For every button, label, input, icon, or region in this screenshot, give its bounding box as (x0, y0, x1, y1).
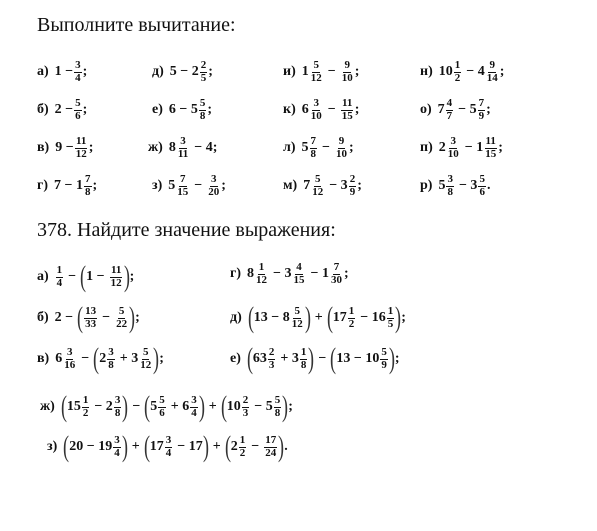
expr-d: д) 5 − 2 2 5 ; (152, 59, 213, 84)
expr2-a: а) 1 4 − ( 1 − 11 12 ) ; (37, 260, 135, 293)
expr2-e: е) ( 63 2 3 + 3 1 8 ) − ( 13 − 10 5 9 ) ; (230, 342, 400, 375)
expr2-g: г) 8 1 12 − 3 4 15 − 1 7 30 ; (230, 261, 349, 286)
expr-l: л) 5 7 8 − 9 10 ; (283, 135, 354, 160)
expr-a: а) 1 − $\frac{3}{4}$ ; (37, 59, 88, 84)
expr-v: в) 9 − $\frac{11}{12}$ ; (37, 135, 94, 160)
expr-g: г) 7 − 1 7 8 ; (37, 173, 98, 198)
expr2-b: б) 2 − ( 13 33 − 5 22 ) ; (37, 301, 140, 334)
expr-zh: ж) 8 3 11 − 4; (148, 135, 218, 160)
exercise-378-heading: 378. Найдите значение выражения: (37, 219, 336, 241)
expr-r: р) 5 3 8 − 3 5 6 . (420, 173, 491, 198)
expr-z: з) 5 7 15 − 3 20 ; (152, 173, 226, 198)
expr2-zh: ж) ( 15 1 2 − 2 3 8 ) − ( 5 5 6 + 6 3 4 ) + ( 10 2 3 − 5 5 8 ) ; (40, 390, 293, 423)
expr2-d: д) ( 13 − 8 5 12 ) + ( 17 1 2 − 16 1 5 ) ; (230, 301, 406, 334)
expr-p: п) 2 3 10 − 1 11 15 ; (420, 135, 503, 160)
expr-e: е) 6 − 5 5 8 ; (152, 97, 213, 122)
expr-m: м) 7 5 12 − 3 2 9 ; (283, 173, 362, 198)
expr-k: к) 6 3 10 − 11 15 ; (283, 97, 360, 122)
expr2-v: в) 6 3 16 − ( 2 3 8 + 3 5 12 ) ; (37, 342, 164, 375)
expr-o: о) 7 4 7 − 5 7 9 ; (420, 97, 491, 122)
expr-n: н) 10 1 2 − 4 9 14 ; (420, 59, 505, 84)
expr-b: б) 2 − $\frac{5}{6}$ ; (37, 97, 88, 122)
expr2-z: з) ( 20 − 19 3 4 ) + ( 17 3 4 − 17 ) + ( 2 1 2 − 17 24 ) . (47, 430, 288, 463)
exercise-377-heading: Выполните вычитание: (37, 14, 236, 36)
expr-i: и) 1 5 12 − 9 10 ; (283, 59, 360, 84)
